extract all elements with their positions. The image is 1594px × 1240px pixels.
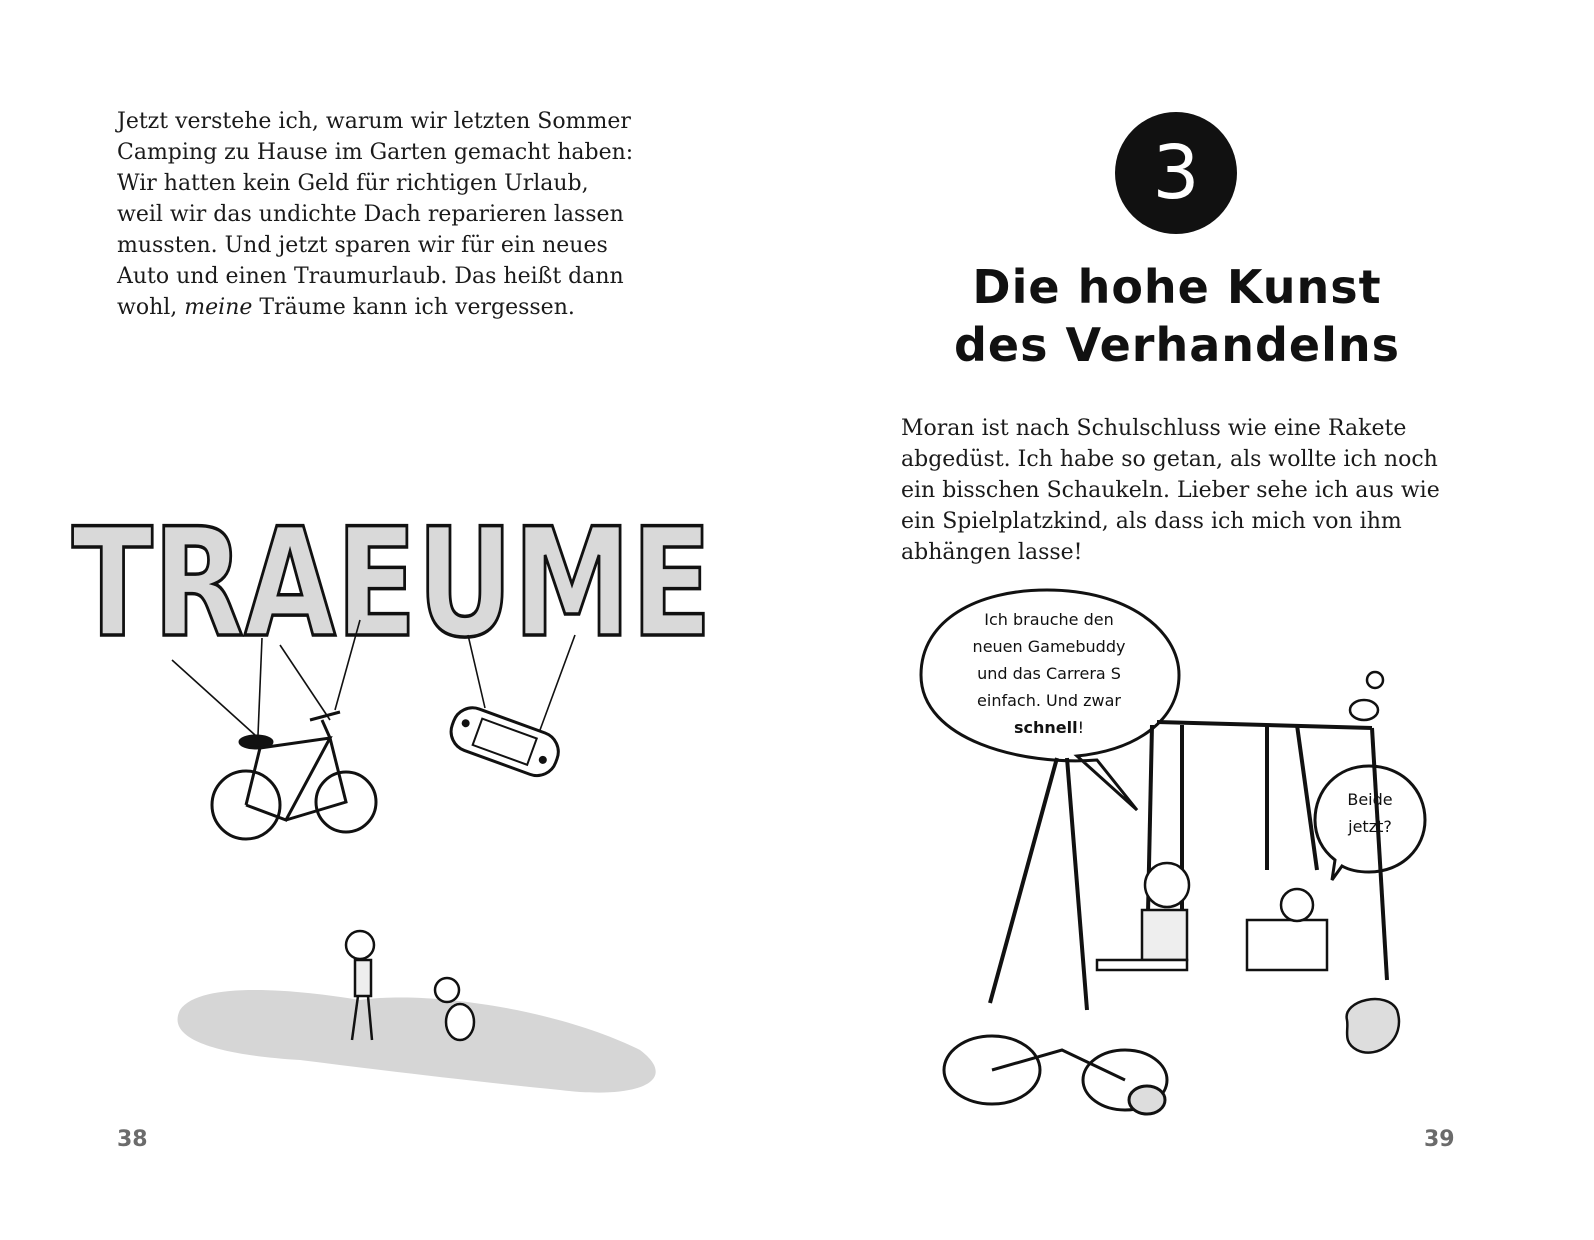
line-start: wohl, [117, 295, 185, 320]
left-paragraph [117, 106, 633, 323]
boy-on-swing [1097, 863, 1189, 970]
bubble-2-line: jetzt? [1348, 817, 1392, 836]
dream-balloons-illustration [0, 390, 797, 1110]
paragraph-line: ein Spielplatzkind, als dass ich mich von ihm [901, 509, 1402, 534]
paragraph-line: Moran ist nach Schulschluss wie eine Rakete [901, 416, 1407, 441]
chapter-title-line: des Verhandelns [953, 318, 1401, 372]
speech-bubble-2 [1315, 766, 1425, 880]
chapter-number: 3 [1152, 130, 1200, 216]
ground-shadow [178, 990, 656, 1093]
paragraph-line: Camping zu Hause im Garten gemacht haben: [117, 140, 634, 165]
paragraph-line: Auto und einen Traumurlaub. Das heißt dann [117, 264, 624, 289]
paragraph-line: abgedüst. Ich habe so getan, als wollte ich noch [901, 447, 1438, 472]
emphasis-word: meine [184, 295, 253, 320]
bold-word: schnell [1013, 718, 1078, 737]
paragraph-line: abhängen lasse! [901, 540, 1083, 565]
right-paragraph [901, 413, 1440, 568]
paragraph-line: Wir hatten kein Geld für richtigen Urlaub, [117, 171, 589, 196]
playground-illustration [797, 580, 1594, 1140]
paragraph-line: mussten. Und jetzt sparen wir für ein neues [117, 233, 608, 258]
bicycle-icon [212, 712, 376, 839]
baby-swing-with-dog [1247, 889, 1327, 970]
paragraph-line: weil wir das undichte Dach reparieren lassen [117, 202, 624, 227]
bubble-1-line: Ich brauche den [984, 610, 1114, 629]
bubble-1-line: und das Carrera S [977, 664, 1121, 683]
chapter-number-badge [1115, 112, 1237, 234]
right-page [797, 0, 1594, 1240]
paragraph-line: Jetzt verstehe ich, warum wir letzten Sommer [117, 109, 631, 134]
page-number: 39 [1424, 1127, 1455, 1152]
page-number: 38 [117, 1127, 148, 1152]
traeume-balloon-word: TRAEUME [72, 497, 712, 671]
line-end: Träume kann ich vergessen. [252, 295, 575, 320]
chapter-title-line: Die hohe Kunst [972, 260, 1382, 314]
fallen-bicycle-icon [944, 1036, 1167, 1114]
paragraph-last-line [117, 292, 633, 323]
bubble-1-line: neuen Gamebuddy [972, 637, 1126, 656]
backpack-icon [1347, 999, 1399, 1053]
paragraph-line: ein bisschen Schaukeln. Lieber sehe ich aus wie [901, 478, 1440, 503]
end-punct: ! [1077, 718, 1085, 737]
bubble-2-line: Beide [1347, 790, 1393, 809]
bubble-1-line: einfach. Und zwar [977, 691, 1121, 710]
bubble-1-last-line [1014, 718, 1084, 737]
chapter-title [897, 258, 1457, 374]
bird-icon [1350, 672, 1383, 720]
